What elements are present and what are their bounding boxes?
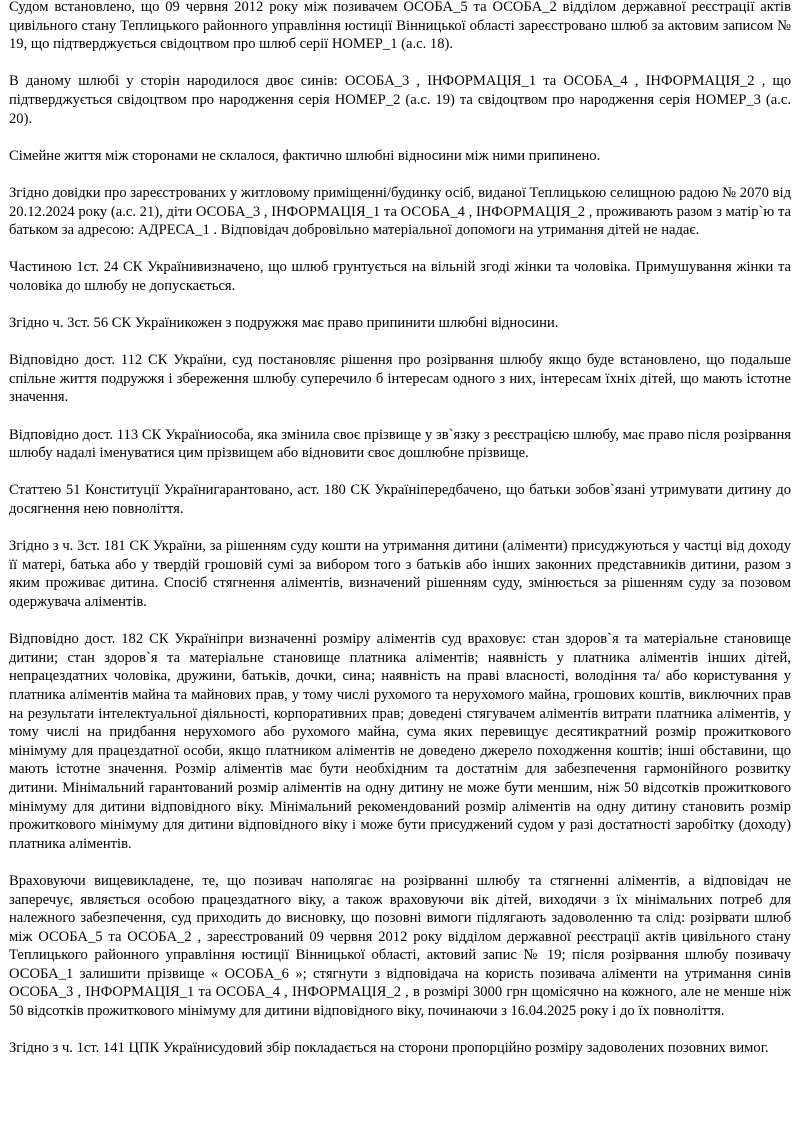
paragraph-article-112: Відповідно дост. 112 СК України, суд постановляє рішення про розірвання шлюбу якщо буде встановлено, що подальше спільне життя подружжя і збереження шлюбу суперечило б інтересам одного з них, інтересам їхніх дітей, що мають істотне значення.	[9, 352, 791, 406]
paragraph-court-conclusion: Враховуючи вищевикладене, те, що позивач наполягає на розірванні шлюбу та стягненні аліментів, а відповідач не заперечує, являється особою працездатного віку, а також враховуючи вік дітей, виходячи з їх мінімальних потреб для належного забезпечення, суд приходить до висновку, що позовні вимоги підлягають задоволенню та слід: розірвати шлюб між ОСОБА_5 та ОСОБА_2 , зареєстрований 09 червня 2012 року відділом державної реєстрації актів цивільного стану Теплицького районного управління юстиції Вінницької області, актовий запис № 19; після розірвання шлюбу позивачу ОСОБА_1 залишити прізвище « ОСОБА_6 »; стягнути з відповідача на користь позивача аліменти на утримання синів ОСОБА_3 , ІНФОРМАЦІЯ_1 та ОСОБА_4 , ІНФОРМАЦІЯ_2 , в розмірі 3000 грн щомісячно на кожного, але не менше ніж 50 відсотків прожиткового мінімуму для дитини відповідного віку, починаючи з 16.04.2025 року і до їх повноліття.	[9, 872, 791, 1020]
paragraph-article-113: Відповідно дост. 113 СК Україниособа, яка змінила своє прізвище у зв`язку з реєстрацією шлюбу, має право після розірвання шлюбу надалі іменуватися цим прізвищем або відновити своє дошлюбне прізвище.	[9, 426, 791, 462]
paragraph-article-181: Згідно з ч. 3ст. 181 СК України, за рішенням суду кошти на утримання дитини (аліменти) присуджуються у частці від доходу її матері, батька або у твердій грошовій сумі за вибором того з батьків або інших законних представників дитини, разом з яким проживає дитина. Спосіб стягнення аліментів, визначений рішенням суду, змінюється за рішенням суду за позовом одержувача аліментів.	[9, 538, 791, 610]
paragraph-marriage-registration: Судом встановлено, що 09 червня 2012 року між позивачем ОСОБА_5 та ОСОБА_2 відділом державної реєстрації актів цивільного стану Теплицького районного управління юстиції Вінницької області зареєстровано шлюб за актовим записом № 19, що підтверджується свідоцтвом про шлюб серії НОМЕР_1 (а.с. 18).	[9, 0, 791, 53]
paragraph-article-182: Відповідно дост. 182 СК Україніпри визначенні розміру аліментів суд враховує: стан здоров`я та матеріальне становище дитини; стан здоров`я та матеріальне становище платника аліментів; наявність у платника аліментів інших дітей, непрацездатних чоловіка, дружини, батьків, дочки, сина; наявність на праві власності, володіння та/ або користування у платника аліментів майна та майнових прав, у тому числі рухомого та нерухомого майна, грошових коштів, виключних прав на результати інтелектуальної діяльності, корпоративних прав; доведені стягувачем аліментів витрати платника аліментів, у тому числі на придбання нерухомого або рухомого майна, сума яких перевищує десятикратний розмір прожиткового мінімуму для працездатної особи, якщо платником аліментів не доведено джерело походження коштів; інші обставини, що мають істотне значення. Розмір аліментів має бути необхідним та достатнім для забезпечення гармонійного розвитку дитини. Мінімальний гарантований розмір аліментів на одну дитину не може бути меншим, ніж 50 відсотків прожиткового мінімуму для дитини відповідного віку. Мінімальний рекомендований розмір аліментів на одну дитину становить розмір прожиткового мінімуму для дитини відповідного віку і може бути присуджений судом у разі достатності заробітку (доходу) платника аліментів.	[9, 631, 791, 852]
paragraph-children-birth: В даному шлюбі у сторін народилося двоє синів: ОСОБА_3 , ІНФОРМАЦІЯ_1 та ОСОБА_4 , ІНФОРМАЦІЯ_2 , що підтверджується свідоцтвом про народження серія НОМЕР_2 (а.с. 19) та свідоцтвом про народження серія НОМЕР_3 (а.с. 20).	[9, 73, 791, 127]
paragraph-family-life: Сімейне життя між сторонами не склалося, фактично шлюбні відносини між ними припинено.	[9, 147, 601, 164]
paragraph-article-51-180: Статтею 51 Конституції Українигарантовано, аст. 180 СК Україніпередбачено, що батьки зобов`язані утримувати дитину до досягнення нею повноліття.	[9, 482, 791, 518]
paragraph-article-24: Частиною 1ст. 24 СК Українивизначено, що шлюб грунтується на вільній згоді жінки та чоловіка. Примушування жінки та чоловіка до шлюбу не допускається.	[9, 259, 791, 294]
paragraph-court-fee: Згідно з ч. 1ст. 141 ЦПК Українисудовий збір покладається на сторони пропорційно розміру задоволених позовних вимог.	[9, 1040, 769, 1057]
paragraph-article-56: Згідно ч. 3ст. 56 СК Україникожен з подружжя має право припинити шлюбні відносини.	[9, 315, 559, 332]
paragraph-residence-certificate: Згідно довідки про зареєстрованих у житловому приміщенні/будинку осіб, виданої Теплицькою селищною радою № 2070 від 20.12.2024 року (а.с. 21), діти ОСОБА_3 , ІНФОРМАЦІЯ_1 та ОСОБА_4 , ІНФОРМАЦІЯ_2 , проживають разом з матір`ю та батьком за адресою: АДРЕСА_1 . Відповідач добровільно матеріальної допомоги на утримання дітей не надає.	[9, 184, 791, 239]
